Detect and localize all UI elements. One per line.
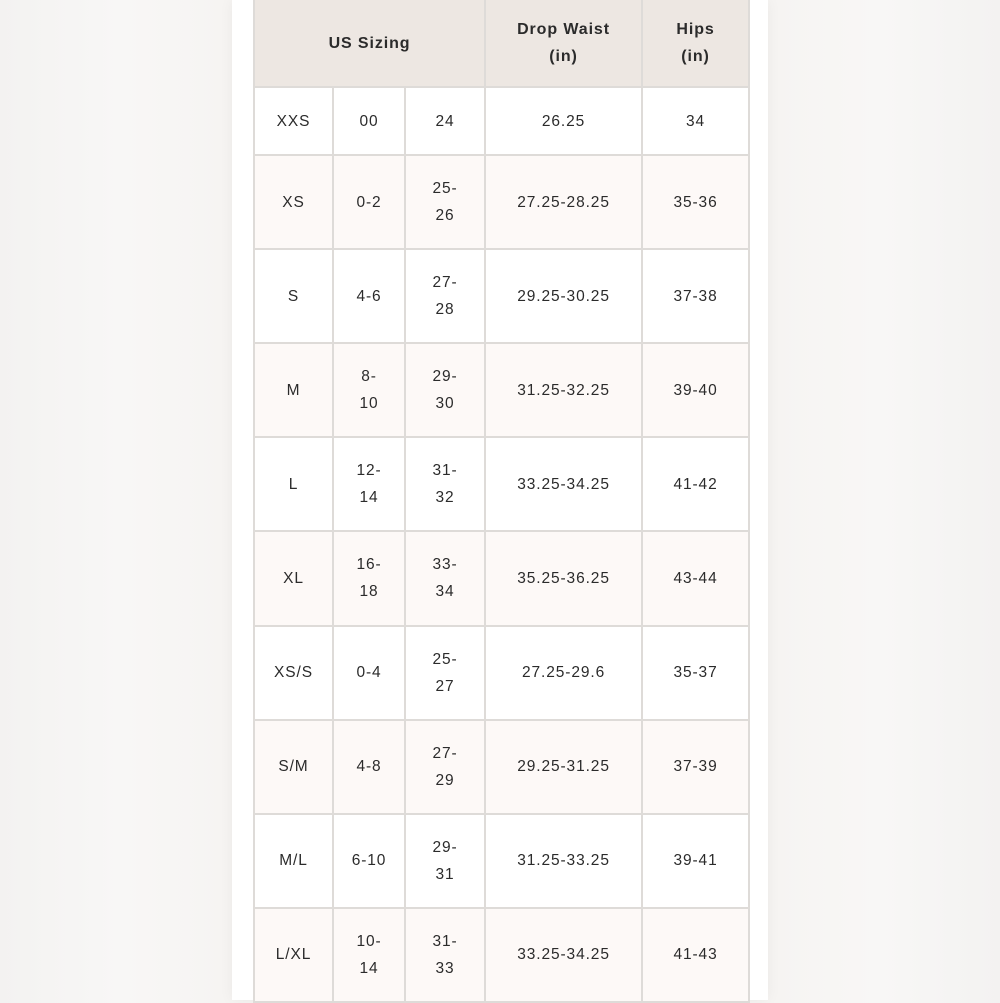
hips-cell xyxy=(642,626,749,720)
hips-cell xyxy=(642,437,749,531)
size-label-cell-text: XXS xyxy=(276,112,311,130)
waist-size-cell xyxy=(405,249,485,343)
waist-size-cell xyxy=(405,531,485,625)
us-numeric-cell xyxy=(333,626,405,720)
waist-size-cell xyxy=(405,908,485,1002)
us-numeric-cell xyxy=(333,155,405,249)
drop-waist-cell-text: 26.25 xyxy=(541,112,586,130)
waist-size-cell-text: 29- xyxy=(432,838,458,856)
hips-cell xyxy=(642,720,749,814)
drop-waist-cell-text: 31.25-32.25 xyxy=(517,381,610,399)
waist-size-cell-text: 28 xyxy=(435,301,455,319)
us-numeric-cell-text: 14 xyxy=(359,489,379,507)
waist-size-cell xyxy=(405,814,485,908)
header-us-sizing: US Sizing xyxy=(254,0,485,87)
waist-size-cell-text: 26 xyxy=(435,207,455,225)
hips-cell-text: 41-42 xyxy=(673,475,718,493)
us-numeric-cell xyxy=(333,531,405,625)
drop-waist-cell-text: 33.25-34.25 xyxy=(517,946,610,964)
waist-size-cell-text: 25- xyxy=(432,180,458,198)
size-label-cell xyxy=(254,908,333,1002)
size-label-cell xyxy=(254,437,333,531)
drop-waist-cell xyxy=(485,155,642,249)
waist-size-cell xyxy=(405,437,485,531)
drop-waist-cell xyxy=(485,814,642,908)
drop-waist-cell-text: 35.25-36.25 xyxy=(517,569,610,587)
table-row xyxy=(254,720,749,814)
hips-cell-text: 43-44 xyxy=(673,569,718,587)
table-row xyxy=(254,908,749,1002)
waist-size-cell-text: 25- xyxy=(432,650,458,668)
waist-size-cell-text: 32 xyxy=(435,489,455,507)
size-label-cell-text: S xyxy=(287,287,300,305)
size-label-cell-text: S/M xyxy=(278,758,309,776)
waist-size-cell xyxy=(405,87,485,155)
us-numeric-cell xyxy=(333,437,405,531)
header-hips: Hips (in) xyxy=(642,0,749,87)
size-label-cell-text: L/XL xyxy=(275,946,312,964)
drop-waist-cell xyxy=(485,531,642,625)
us-numeric-cell xyxy=(333,720,405,814)
drop-waist-cell-text: 27.25-29.6 xyxy=(521,664,606,682)
hips-cell-text: 41-43 xyxy=(673,946,718,964)
size-label-cell xyxy=(254,155,333,249)
waist-size-cell xyxy=(405,155,485,249)
us-numeric-cell-text: 16- xyxy=(356,556,382,574)
us-numeric-cell-text: 12- xyxy=(356,462,382,480)
us-numeric-cell xyxy=(333,87,405,155)
us-numeric-cell-text: 10 xyxy=(359,395,379,413)
us-numeric-cell-text: 10- xyxy=(356,932,382,950)
us-numeric-cell-text: 14 xyxy=(359,959,379,977)
hips-cell xyxy=(642,249,749,343)
size-label-cell xyxy=(254,531,333,625)
size-label-cell xyxy=(254,720,333,814)
hips-cell-text: 37-39 xyxy=(673,758,718,776)
waist-size-cell-text: 31 xyxy=(435,865,455,883)
table-row xyxy=(254,155,749,249)
waist-size-cell xyxy=(405,626,485,720)
waist-size-cell-text: 27- xyxy=(432,274,458,292)
drop-waist-cell-text: 33.25-34.25 xyxy=(517,475,610,493)
hips-cell-text: 35-37 xyxy=(673,664,718,682)
us-numeric-cell-text: 4-8 xyxy=(356,758,382,776)
hips-cell xyxy=(642,343,749,437)
size-label-cell xyxy=(254,626,333,720)
hips-cell-text: 35-36 xyxy=(673,193,718,211)
us-numeric-cell xyxy=(333,908,405,1002)
hips-cell-text: 34 xyxy=(686,112,706,130)
waist-size-cell-text: 31- xyxy=(432,462,458,480)
size-label-cell xyxy=(254,249,333,343)
table-row xyxy=(254,814,749,908)
waist-size-cell-text: 27 xyxy=(435,677,455,695)
drop-waist-cell-text: 29.25-30.25 xyxy=(517,287,610,305)
table-row xyxy=(254,343,749,437)
us-numeric-cell-text: 0-4 xyxy=(356,664,382,682)
us-numeric-cell-text: 4-6 xyxy=(356,287,382,305)
table-row xyxy=(254,249,749,343)
drop-waist-cell-text: 31.25-33.25 xyxy=(517,852,610,870)
drop-waist-cell xyxy=(485,343,642,437)
size-label-cell-text: XS xyxy=(282,193,305,211)
size-label-cell-text: L xyxy=(288,475,299,493)
waist-size-cell-text: 24 xyxy=(435,112,455,130)
size-chart-table xyxy=(253,0,750,1003)
header-drop-waist: Drop Waist (in) xyxy=(485,0,642,87)
hips-cell xyxy=(642,814,749,908)
waist-size-cell xyxy=(405,720,485,814)
hips-cell-text: 39-40 xyxy=(673,381,718,399)
drop-waist-cell xyxy=(485,626,642,720)
hips-cell xyxy=(642,908,749,1002)
size-label-cell-text: XS/S xyxy=(274,664,313,682)
waist-size-cell xyxy=(405,343,485,437)
drop-waist-cell-text: 27.25-28.25 xyxy=(517,193,610,211)
size-label-cell-text: M/L xyxy=(279,852,308,870)
drop-waist-cell xyxy=(485,249,642,343)
waist-size-cell-text: 31- xyxy=(432,932,458,950)
table-row xyxy=(254,626,749,720)
us-numeric-cell-text: 18 xyxy=(359,583,379,601)
size-label-cell xyxy=(254,87,333,155)
size-label-cell xyxy=(254,814,333,908)
us-numeric-cell-text: 00 xyxy=(359,112,379,130)
waist-size-cell-text: 29- xyxy=(432,368,458,386)
drop-waist-cell xyxy=(485,87,642,155)
size-label-cell-text: M xyxy=(286,381,301,399)
hips-cell xyxy=(642,87,749,155)
waist-size-cell-text: 34 xyxy=(435,583,455,601)
drop-waist-cell xyxy=(485,437,642,531)
drop-waist-cell xyxy=(485,720,642,814)
hips-cell-text: 37-38 xyxy=(673,287,718,305)
drop-waist-cell xyxy=(485,908,642,1002)
us-numeric-cell xyxy=(333,343,405,437)
table-row xyxy=(254,531,749,625)
us-numeric-cell-text: 0-2 xyxy=(356,193,382,211)
hips-cell xyxy=(642,531,749,625)
us-numeric-cell xyxy=(333,249,405,343)
hips-cell xyxy=(642,155,749,249)
waist-size-cell-text: 29 xyxy=(435,771,455,789)
waist-size-cell-text: 30 xyxy=(435,395,455,413)
drop-waist-cell-text: 29.25-31.25 xyxy=(517,758,610,776)
waist-size-cell-text: 33 xyxy=(435,959,455,977)
waist-size-cell-text: 27- xyxy=(432,744,458,762)
size-label-cell-text: XL xyxy=(283,569,304,587)
waist-size-cell-text: 33- xyxy=(432,556,458,574)
table-row xyxy=(254,87,749,155)
us-numeric-cell-text: 8- xyxy=(361,368,377,386)
us-numeric-cell-text: 6-10 xyxy=(351,852,387,870)
hips-cell-text: 39-41 xyxy=(673,852,718,870)
size-label-cell xyxy=(254,343,333,437)
us-numeric-cell xyxy=(333,814,405,908)
header-row xyxy=(254,0,749,87)
table-row xyxy=(254,437,749,531)
